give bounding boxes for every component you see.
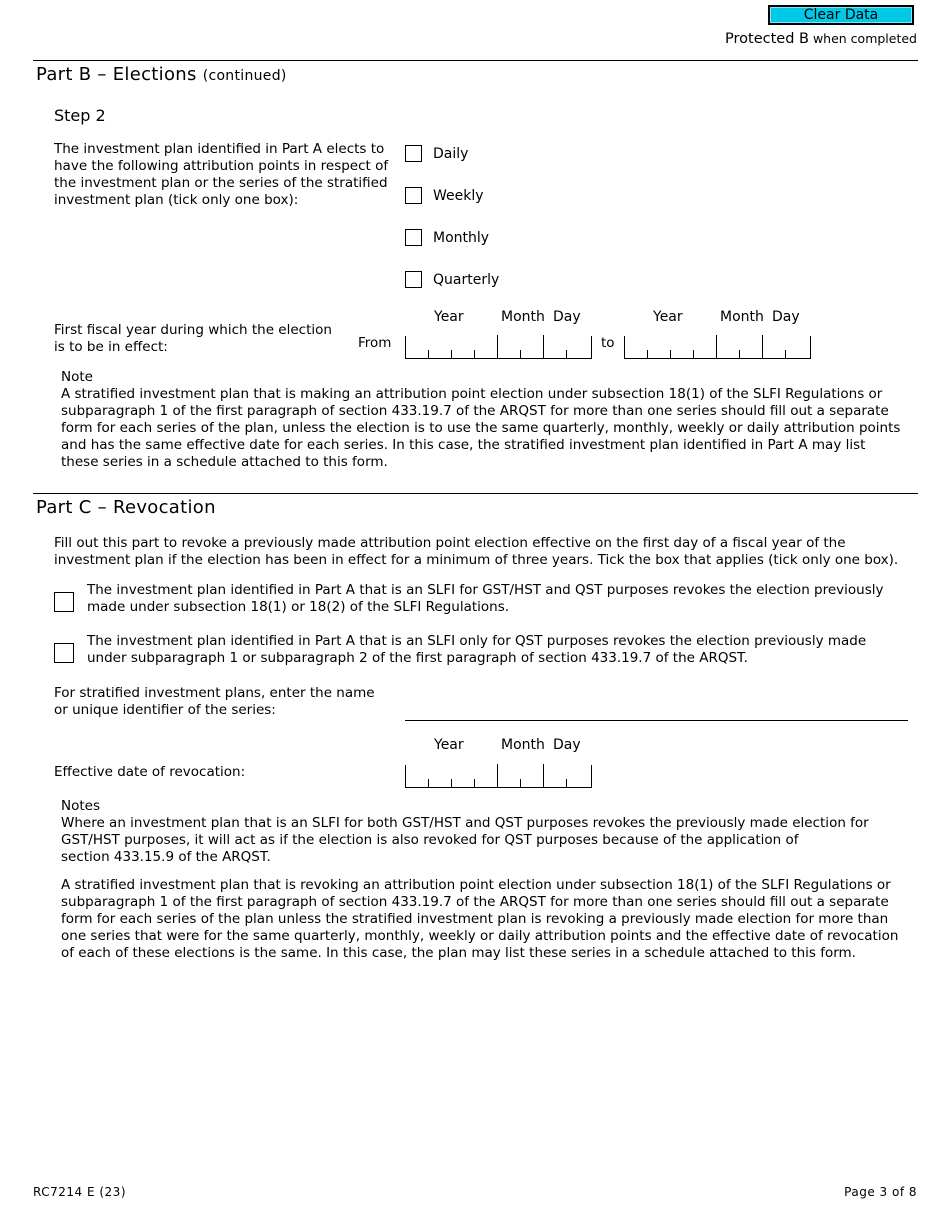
- daily-checkbox[interactable]: [405, 145, 422, 162]
- form-identifier: RC7214 E (23): [33, 1185, 127, 1199]
- part-c-notes: Notes Where an investment plan that is an SLFI for both GST/HST and QST purposes revokes the previously made election for GST/HST purposes, it will act as if the election is also revoked for QST purposes because of the application of section 433.15.9 of the ARQST. A stratified investment plan that is revoking an attribution point election under subsection 18(1) of the SLFI Regulations or subparagraph 1 of the first paragraph of section 433.19.7 of the ARQST for more than one series should fill out a separate form for each series of the plan unless the stratified investment plan is revoking a previously made election for more than one series that were for the same quarterly, monthly, weekly or daily attribution points and the effective date of revocation of each of these elections is the same. In this case, the plan may list these series in a schedule attached to this form.: [61, 798, 921, 962]
- part-b-title: Part B – Elections (continued): [36, 64, 287, 85]
- page-number: Page 3 of 8: [844, 1185, 917, 1199]
- daily-label: Daily: [433, 146, 469, 162]
- revocation-month-header: Month: [501, 737, 545, 753]
- from-date-field[interactable]: [405, 336, 592, 359]
- effective-date-field[interactable]: [405, 765, 592, 788]
- revoke-qst-only-label: The investment plan identified in Part A that is an SLFI only for QST purposes revokes the election previously made under subparagraph 1 or subparagraph 2 of the first paragraph of section 433.19.7 of the ARQST.: [87, 633, 867, 666]
- effective-date-label: Effective date of revocation:: [54, 764, 246, 780]
- weekly-checkbox[interactable]: [405, 187, 422, 204]
- to-day-header: Day: [772, 309, 800, 325]
- clear-data-button[interactable]: Clear Data: [768, 5, 914, 25]
- monthly-checkbox[interactable]: [405, 229, 422, 246]
- revocation-year-header: Year: [434, 737, 464, 753]
- series-label: For stratified investment plans, enter the name or unique identifier of the series:: [54, 685, 375, 718]
- note-title: Note: [61, 369, 93, 385]
- revoke-qst-only-checkbox[interactable]: [54, 643, 74, 663]
- from-month-header: Month: [501, 309, 545, 325]
- protected-b-label: Protected B when completed: [725, 31, 917, 47]
- from-year-header: Year: [434, 309, 464, 325]
- weekly-label: Weekly: [433, 188, 484, 204]
- to-date-field[interactable]: [624, 336, 811, 359]
- quarterly-label: Quarterly: [433, 272, 500, 288]
- part-c-title: Part C – Revocation: [36, 497, 216, 518]
- series-identifier-input[interactable]: [405, 700, 908, 721]
- revoke-gst-qst-checkbox[interactable]: [54, 592, 74, 612]
- election-intro: The investment plan identified in Part A elects to have the following attribution points in respect of the investment plan or the series of the stratified investment plan (tick only one box):: [54, 141, 389, 208]
- divider-part-c: [33, 493, 918, 494]
- step-2-heading: Step 2: [54, 106, 106, 125]
- revocation-intro: Fill out this part to revoke a previously made attribution point election effective on the first day of a fiscal year of the investment plan if the election has been in effect for a minimum of three years. Tick the box that applies (tick only one box).: [54, 535, 899, 568]
- divider-top: [33, 60, 918, 61]
- quarterly-checkbox[interactable]: [405, 271, 422, 288]
- notes-title: Notes: [61, 798, 100, 814]
- from-day-header: Day: [553, 309, 581, 325]
- revocation-day-header: Day: [553, 737, 581, 753]
- from-label: From: [358, 335, 392, 351]
- revoke-gst-qst-label: The investment plan identified in Part A that is an SLFI for GST/HST and QST purposes revokes the election previously made under subsection 18(1) or 18(2) of the SLFI Regulations.: [87, 582, 884, 615]
- to-year-header: Year: [653, 309, 683, 325]
- part-b-note: Note A stratified investment plan that is making an attribution point election under subsection 18(1) of the SLFI Regulations or subparagraph 1 of the first paragraph of section 433.19.7 of the ARQST for more than one series should fill out a separate form for each series of the plan, unless the election is to use the same quarterly, monthly, weekly or daily attribution points and has the same effective date for each series. In this case, the stratified investment plan identified in Part A may list these series in a schedule attached to this form.: [61, 369, 921, 471]
- to-month-header: Month: [720, 309, 764, 325]
- monthly-label: Monthly: [433, 230, 490, 246]
- fiscal-year-label: First fiscal year during which the election is to be in effect:: [54, 322, 332, 355]
- to-label: to: [601, 335, 615, 351]
